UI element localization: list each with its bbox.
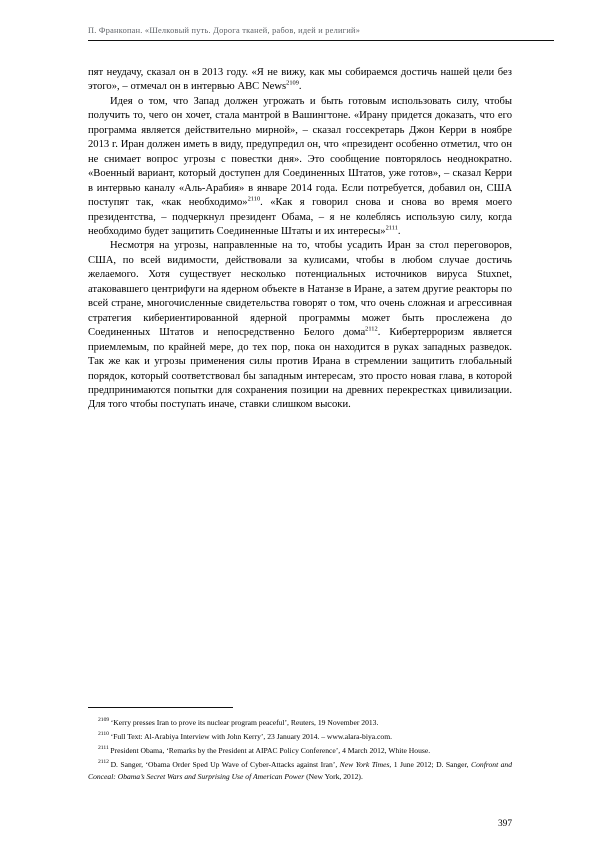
footnote-number: 2110 [98,731,109,738]
footnote-reference[interactable]: 2109 [286,79,299,87]
footnote-reference[interactable]: 2110 [247,195,261,203]
paragraph-1: пят неудачу, сказал он в 2013 году. «Я не вижу, как мы собираемся достичь нашей цели без этого», – отмечал он в интервью ABC News$^{2109}$. [88,67,512,93]
footnote-title-italic: Confront and Conceal: Obama’s Secret Wars and Surprising Use of American Power [88,759,513,781]
footnote-separator-rule [88,707,233,708]
footnote-title-italic: New York Times [339,759,390,769]
footnote-item: $^{2112}$ D. Sanger, ‘Obama Order Sped Up Wave of Cyber-Attacks against Iran’, New York Times, 1 June 2012; D. Sanger, Confront and Conceal: Obama’s Secret Wars and Surprising Use of American Power (New York, 2012). [88,759,513,781]
footnote-item: $^{2109}$ ‘Kerry presses Iran to prove its nuclear program peaceful’, Reuters, 19 November 2013. [98,717,379,727]
footnote-reference[interactable]: 2111 [385,224,398,232]
footnote-number: 2112 [98,759,109,766]
paragraph-3: Несмотря на угрозы, направленные на то, чтобы усадить Иран за стол переговоров, США, по всей видимости, действовали за кулисами, чтобы в любом случае достичь желаемого. Хотя существует несколько потенциальных источников вируса Stuxnet, атаковавшего центрифуги на ядерном объекте в Натанзе в Иране, а затем другие реакторы по всей стране, многочисленные свидетельства говорят о том, что очень сложная и агрессивная стратегия кибериентированной ядерной программы может быть прослежена до Соединенных Штатов и непосредственно Белого дома$^{2112}$. Кибертерроризм является приемлемым, по крайней мере, до тех пор, пока он находится в руках западных разведок. Так же как и угрозы применения силы против Ирана в стремлении защитить глобальный порядок, который соответствовал бы западным интересам, это просто новая глава, в которой предпринимаются попытки для сохранения позиции на древних перекрестках цивилизации. Для того чтобы поступать иначе, ставки слишком высоки. [88,240,512,411]
footnote-reference[interactable]: 2112 [365,325,378,333]
paragraph-2: Идея о том, что Запад должен угрожать и быть готовым использовать силу, чтобы получить то, чего он хочет, стала мантрой в Вашингтоне. «Ирану придется доказать, что его программа является действительно мирной», – сказал госсекретарь Джон Керри в ноябре 2013 г. Иран должен иметь в виду, предупредил он, что «президент особенно отметил, что он не снимает вопрос угрозы с повестки дня». Это сообщение повторялось неоднократно. «Военный вариант, который доступен для Соединенных Штатов, уже готов», – сказал Керри в интервью каналу «Аль-Арабия» в январе 2014 года. Если потребуется, добавил он, США поступят так, «как необходимо»$^{2110}$. «Как я говорил снова и снова во время моего президентства, – подчеркнул президент Обама, – я не колеблясь использую силу, когда необходимо будет защитить Соединенные Штаты и их интересы»$^{2111}$. [88,95,512,237]
page-number: 397 [497,819,512,829]
running-head-rule [88,40,554,41]
running-head [88,25,554,41]
body-text-column [88,66,512,413]
footnote-number: 2111 [98,745,109,752]
running-head-text: П. Франкопан. «Шелковый путь. Дорога тканей, рабов, идей и религий» [88,26,361,35]
footnote-item: $^{2111}$ President Obama, ‘Remarks by the President at AIPAC Policy Conference’, 4 March 2012, White House. [98,745,431,755]
footnote-block [88,707,512,785]
footnote-item: $^{2110}$ ‘Full Text: Al-Arabiya Interview with John Kerry’, 23 January 2014. – www.alara-biya.com. [98,731,392,741]
footnote-number: 2109 [98,717,110,724]
